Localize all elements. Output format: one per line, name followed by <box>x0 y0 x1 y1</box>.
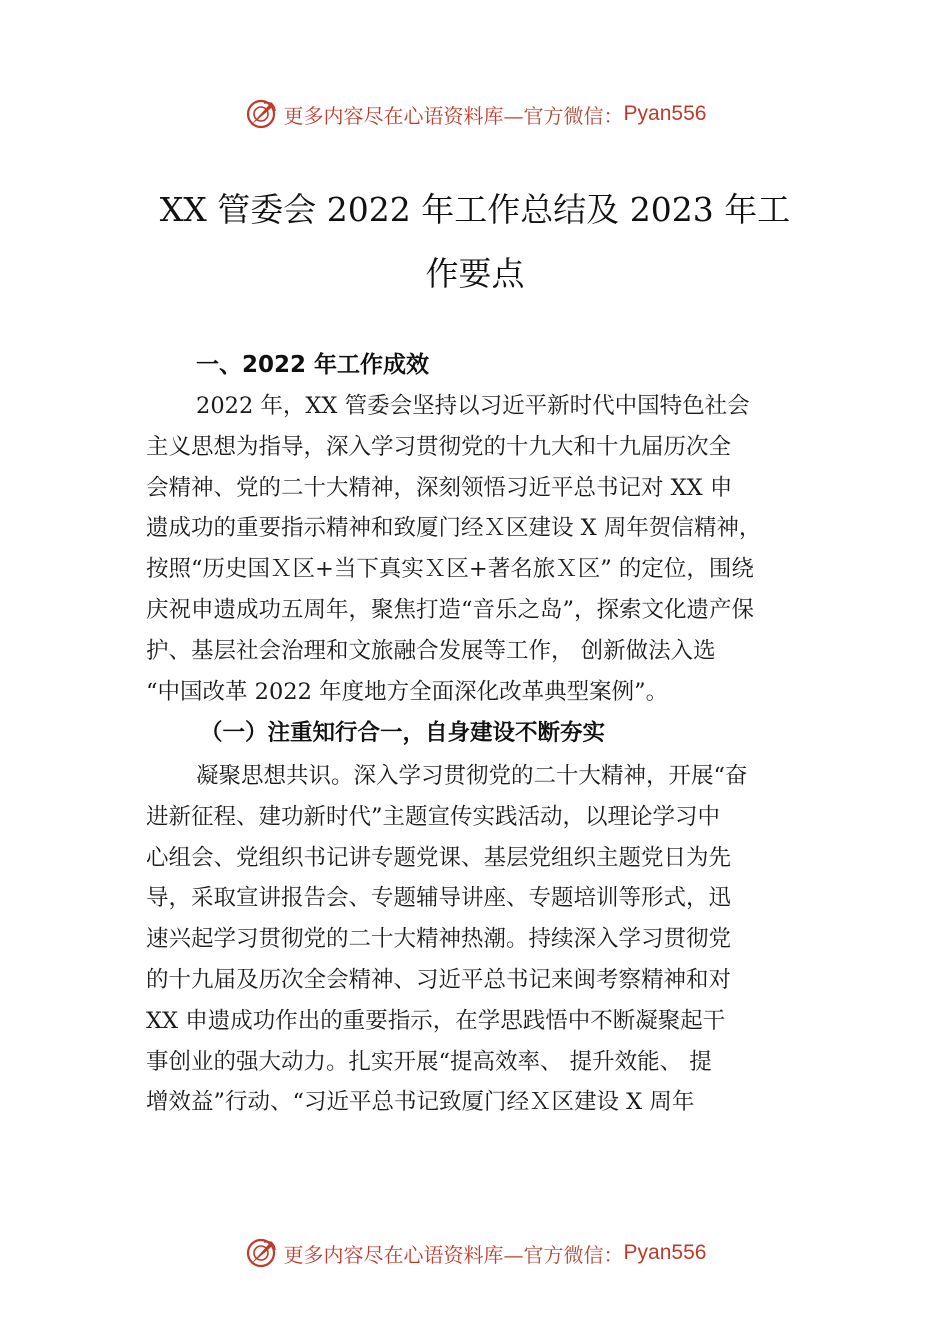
text-line: 护、基层社会治理和文旅融合发展等工作， 创新做法入选 <box>146 637 716 664</box>
banner-text: 更多内容尽在心语资料库— <box>283 1242 524 1267</box>
text-line: 遗成功的重要指示精神和致厦门经Ｘ区建设 X 周年贺信精神， <box>146 515 762 542</box>
subsection-paragraph <box>146 756 816 1123</box>
text-line: 速兴起学习贯彻党的二十大精神热潮。持续深入学习贯彻党 <box>146 926 732 953</box>
text-line: 庆祝申遗成功五周年，聚焦打造“音乐之岛”，探索文化遗产保 <box>146 596 755 623</box>
text-line: 2022 年，XX 管委会坚持以习近平新时代中国特色社会 <box>196 393 750 419</box>
text-line: 主义思想为指导，深入学习贯彻党的十九大和十九届历次全 <box>146 433 732 460</box>
banner-wechat-id: Pyan556 <box>623 102 707 125</box>
text-line: 导，采取宣讲报告会、专题辅导讲座、专题培训等形式，迅 <box>146 885 732 912</box>
text-line: “中国改革 2022 年度地方全面深化改革典型案例”。 <box>146 678 669 705</box>
text-line: 事创业的强大动力。扎实开展“提高效率、 提升效能、 提 <box>146 1048 712 1075</box>
section-paragraph <box>146 386 816 712</box>
banner-wechat-label: 官方微信： <box>523 103 624 128</box>
text-line: 按照“历史国Ｘ区+当下真实Ｘ区+著名旅Ｘ区” 的定位，围绕 <box>146 556 754 583</box>
title-line: XX 管委会 2022 年工作总结及 2023 年工 <box>159 190 791 229</box>
text-line: 凝聚思想共识。深入学习贯彻党的二十大精神，开展“奋 <box>196 763 748 789</box>
banner-text: 更多内容尽在心语资料库— <box>283 103 524 128</box>
document-title <box>120 178 830 306</box>
logo-icon <box>244 1236 278 1270</box>
text-line: 进新征程、建功新时代”主题宣传实践活动，以理论学习中 <box>146 803 721 830</box>
text-line: 的十九届及历次全会精神、习近平总书记来闽考察精神和对 <box>146 966 732 993</box>
subsection-heading: （一）注重知行合一，自身建设不断夯实 <box>200 720 606 746</box>
text-line: 会精神、党的二十大精神，深刻领悟习近平总书记对 XX 申 <box>146 474 733 501</box>
section-heading: 一、2022 年工作成效 <box>196 352 430 378</box>
banner-wechat-label: 官方微信： <box>523 1242 624 1267</box>
text-line: 增效益”行动、“习近平总书记致厦门经Ｘ区建设 X 周年 <box>146 1089 695 1116</box>
banner-wechat-id: Pyan556 <box>623 1241 707 1264</box>
title-line: 作要点 <box>425 254 525 293</box>
footer-banner <box>0 1233 950 1273</box>
header-banner <box>0 94 950 134</box>
text-line: 心组会、党组织书记讲专题党课、基层党组织主题党日为先 <box>146 844 732 871</box>
text-line: XX 申遗成功作出的重要指示，在学思践悟中不断凝聚起干 <box>146 1007 726 1034</box>
logo-icon <box>244 97 278 131</box>
